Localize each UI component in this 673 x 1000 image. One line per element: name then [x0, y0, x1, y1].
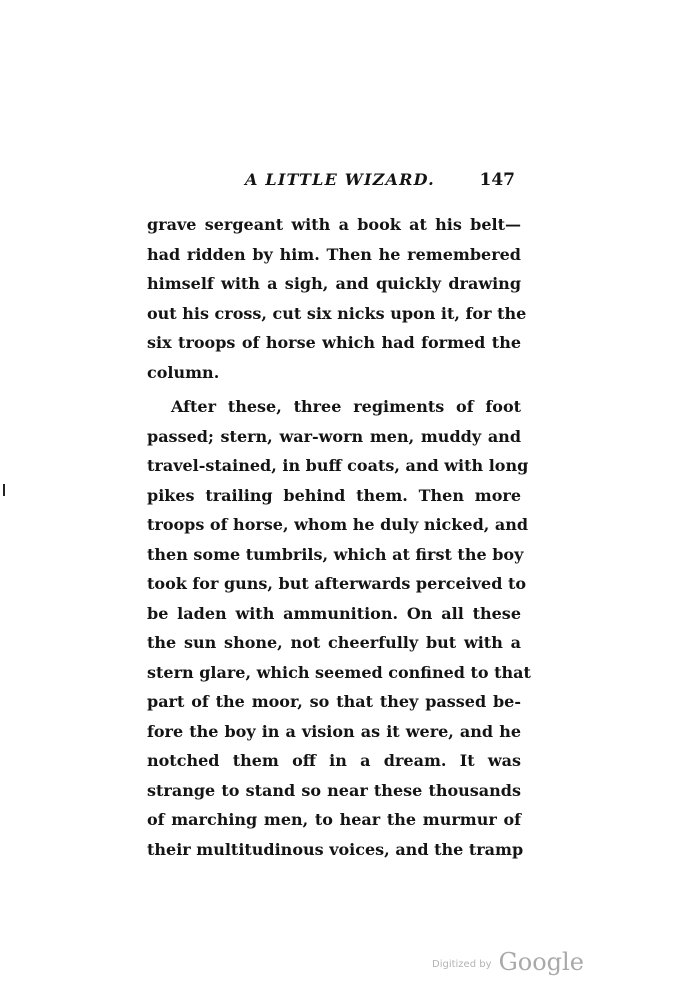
text-line: troops of horse, whom he duly nicked, and	[147, 515, 529, 534]
text-line: fore the boy in a vision as it were, and he	[147, 721, 521, 741]
scan-margin-mark	[3, 484, 5, 496]
page-number: 147	[479, 170, 515, 190]
text-line: grave sergeant with a book at his belt—	[147, 215, 521, 234]
text-line: travel-stained, in buff coats, and with long	[147, 456, 529, 475]
text-line: the sun shone, not cheerfully but with a	[147, 633, 521, 652]
text-line: After these, three regiments of foot	[171, 397, 521, 416]
text-line: strange to stand so near these thousands	[147, 780, 521, 800]
text-line: passed; stern, war-worn men, muddy and	[147, 426, 521, 446]
running-head	[147, 170, 517, 196]
text-line: had ridden by him. Then he remembered	[147, 244, 521, 264]
running-title: A LITTLE WIZARD.	[245, 170, 435, 189]
watermark-prefix: Digitized by	[432, 959, 492, 970]
text-line: six troops of horse which had formed the	[147, 333, 521, 352]
text-line: their multitudinous voices, and the tramp	[147, 839, 524, 859]
text-line: then some tumbrils, which at first the boy	[147, 544, 524, 564]
google-logo: Google	[498, 948, 584, 976]
digitized-watermark	[432, 948, 584, 976]
text-line: be laden with ammunition. On all these	[147, 603, 521, 623]
text-line: part of the moor, so that they passed be-	[147, 692, 521, 711]
text-line: pikes trailing behind them. Then more	[147, 485, 521, 505]
text-line: out his cross, cut six nicks upon it, for the	[147, 303, 527, 323]
text-line: column.	[147, 362, 220, 382]
body-text	[147, 210, 531, 864]
text-line: stern glare, which seemed confined to that	[147, 662, 531, 682]
text-line: took for guns, but afterwards perceived to	[147, 574, 527, 593]
text-line: notched them off in a dream. It was	[147, 751, 521, 770]
text-line: himself with a sigh, and quickly drawing	[147, 274, 521, 293]
text-line: of marching men, to hear the murmur of	[147, 810, 521, 829]
